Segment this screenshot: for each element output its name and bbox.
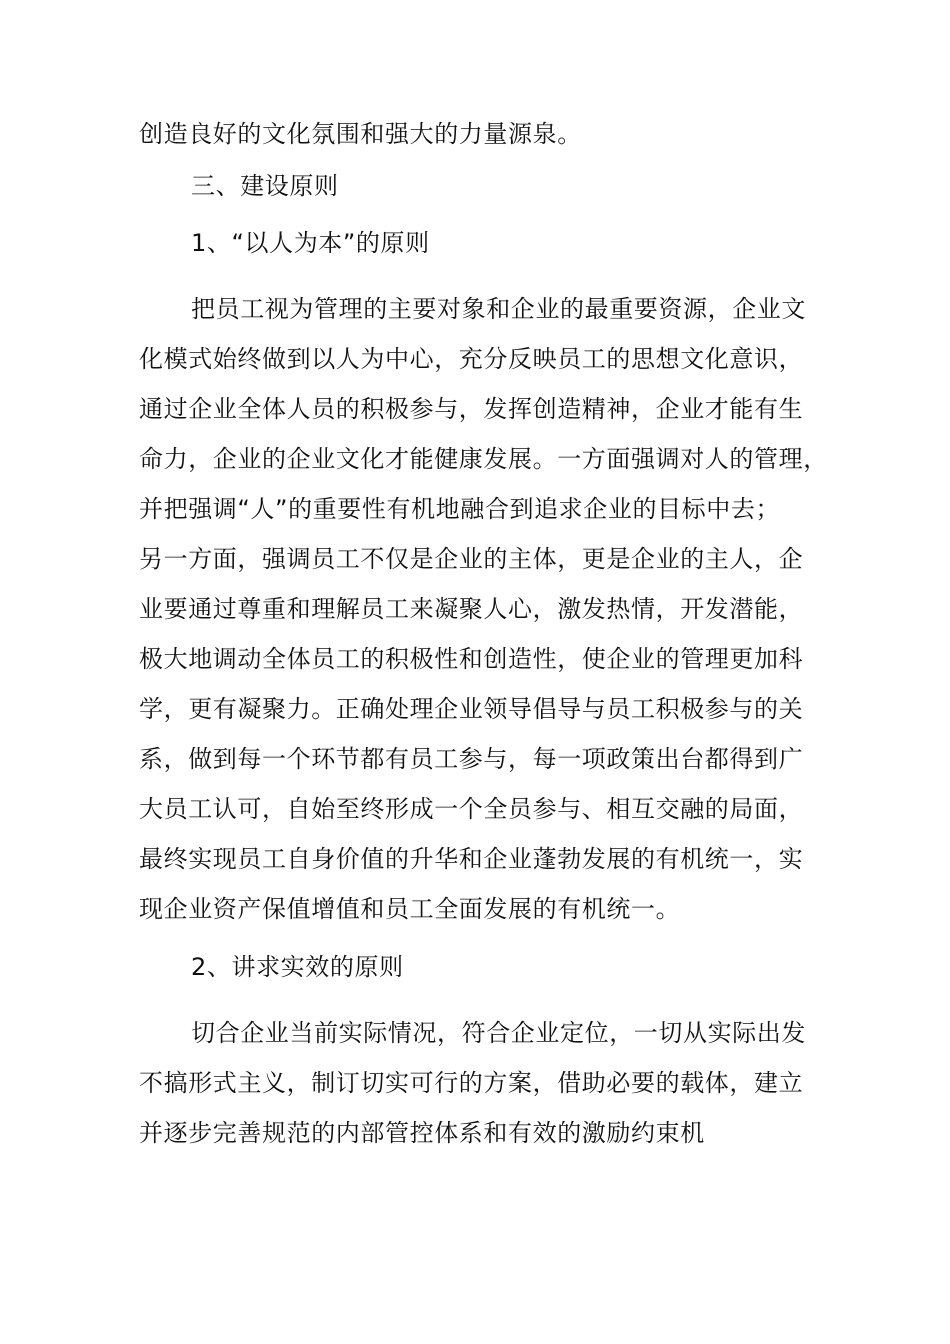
paragraph-line: 大员工认可，自始至终形成一个全员参与、相互交融的局面， — [139, 795, 804, 823]
paragraph-line: 学，更有凝聚力。正确处理企业领导倡导与员工积极参与的关 — [139, 695, 804, 723]
paragraph-line: 系，做到每一个环节都有员工参与，每一项政策出台都得到广 — [139, 745, 804, 773]
paragraph-line: 创造良好的文化氛围和强大的力量源泉。 — [139, 120, 582, 148]
section-heading: 三、建设原则 — [191, 172, 339, 200]
paragraph-line: 命力，企业的企业文化才能健康发展。一方面强调对人的管理， — [139, 445, 828, 473]
paragraph-line: 另一方面，强调员工不仅是企业的主体，更是企业的主人，企 — [139, 545, 804, 573]
paragraph-line: 并把强调“人”的重要性有机地融合到追求企业的目标中去； — [139, 495, 781, 523]
paragraph-line: 并逐步完善规范的内部管控体系和有效的激励约束机 — [139, 1119, 705, 1147]
subsection-heading: 1、“以人为本”的原则 — [191, 229, 430, 257]
subsection-heading: 2、讲求实效的原则 — [191, 953, 404, 981]
paragraph-line: 化模式始终做到以人为中心，充分反映员工的思想文化意识， — [139, 345, 804, 373]
paragraph-line: 业要通过尊重和理解员工来凝聚人心，激发热情，开发潜能， — [139, 595, 804, 623]
paragraph-line: 极大地调动全体员工的积极性和创造性，使企业的管理更加科 — [139, 645, 804, 673]
paragraph-line: 现企业资产保值增值和员工全面发展的有机统一。 — [139, 895, 681, 923]
paragraph-line: 不搞形式主义，制订切实可行的方案，借助必要的载体，建立 — [139, 1069, 804, 1097]
paragraph-line: 切合企业当前实际情况，符合企业定位，一切从实际出发 — [191, 1019, 806, 1047]
paragraph-line: 通过企业全体人员的积极参与，发挥创造精神，企业才能有生 — [139, 395, 804, 423]
paragraph-line: 把员工视为管理的主要对象和企业的最重要资源，企业文 — [191, 295, 806, 323]
paragraph-line: 最终实现员工自身价值的升华和企业蓬勃发展的有机统一，实 — [139, 845, 804, 873]
